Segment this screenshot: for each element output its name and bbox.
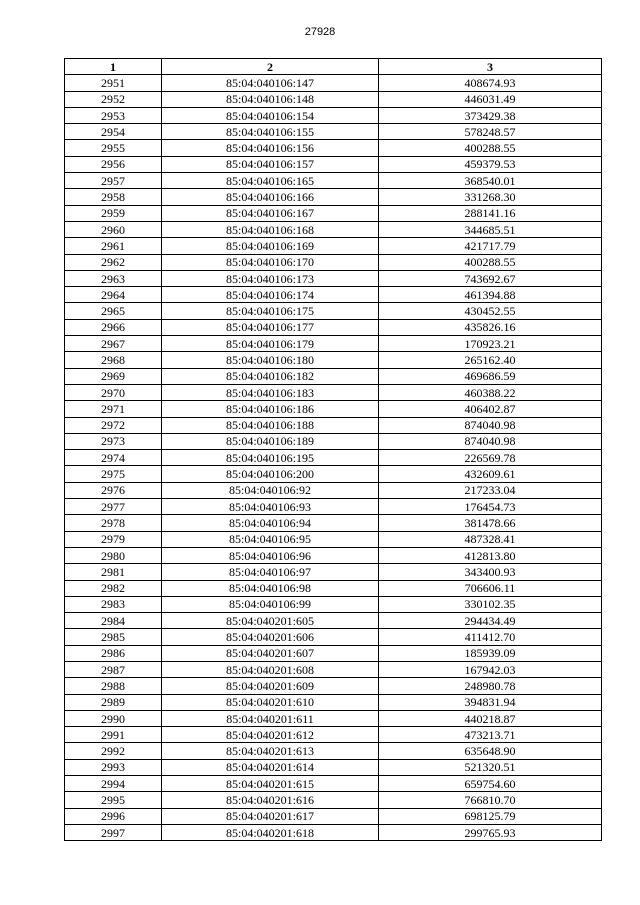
row-number-cell: 2979	[65, 531, 162, 547]
row-number-cell: 2969	[65, 368, 162, 384]
value-cell: 487328.41	[379, 531, 602, 547]
value-cell: 299765.93	[379, 824, 602, 840]
value-cell: 432609.61	[379, 466, 602, 482]
table-row	[65, 75, 602, 91]
value-cell: 408674.93	[379, 75, 602, 91]
cadastral-number-cell: 85:04:040106:170	[162, 254, 379, 270]
value-cell: 331268.30	[379, 189, 602, 205]
cadastral-number-cell: 85:04:040201:607	[162, 645, 379, 661]
table-row	[65, 319, 602, 335]
table-row	[65, 710, 602, 726]
cadastral-number-cell: 85:04:040201:608	[162, 661, 379, 677]
column-header-2: 2	[162, 59, 379, 75]
row-number-cell: 2987	[65, 661, 162, 677]
cadastral-number-cell: 85:04:040106:179	[162, 336, 379, 352]
cadastral-number-cell: 85:04:040106:169	[162, 238, 379, 254]
table-row	[65, 303, 602, 319]
row-number-cell: 2994	[65, 776, 162, 792]
table-row	[65, 596, 602, 612]
row-number-cell: 2960	[65, 221, 162, 237]
row-number-cell: 2992	[65, 743, 162, 759]
cadastral-number-cell: 85:04:040201:609	[162, 678, 379, 694]
table-row	[65, 515, 602, 531]
value-cell: 400288.55	[379, 254, 602, 270]
column-header-3: 3	[379, 59, 602, 75]
table-row	[65, 499, 602, 515]
row-number-cell: 2964	[65, 287, 162, 303]
value-cell: 344685.51	[379, 221, 602, 237]
value-cell: 874040.98	[379, 417, 602, 433]
cadastral-number-cell: 85:04:040106:147	[162, 75, 379, 91]
row-number-cell: 2995	[65, 792, 162, 808]
row-number-cell: 2986	[65, 645, 162, 661]
table-row	[65, 743, 602, 759]
cadastral-number-cell: 85:04:040106:183	[162, 384, 379, 400]
value-cell: 185939.09	[379, 645, 602, 661]
cadastral-number-cell: 85:04:040106:156	[162, 140, 379, 156]
table-row	[65, 678, 602, 694]
row-number-cell: 2980	[65, 547, 162, 563]
cadastral-number-cell: 85:04:040201:605	[162, 613, 379, 629]
table-row	[65, 694, 602, 710]
cadastral-number-cell: 85:04:040106:200	[162, 466, 379, 482]
row-number-cell: 2990	[65, 710, 162, 726]
value-cell: 226569.78	[379, 450, 602, 466]
cadastral-number-cell: 85:04:040106:189	[162, 433, 379, 449]
table-row	[65, 384, 602, 400]
cadastral-number-cell: 85:04:040106:186	[162, 401, 379, 417]
cadastral-number-cell: 85:04:040106:94	[162, 515, 379, 531]
table-row	[65, 824, 602, 840]
table-row	[65, 254, 602, 270]
row-number-cell: 2978	[65, 515, 162, 531]
table-row	[65, 205, 602, 221]
row-number-cell: 2957	[65, 173, 162, 189]
row-number-cell: 2966	[65, 319, 162, 335]
table-row	[65, 336, 602, 352]
cadastral-number-cell: 85:04:040106:175	[162, 303, 379, 319]
cadastral-number-cell: 85:04:040106:166	[162, 189, 379, 205]
row-number-cell: 2985	[65, 629, 162, 645]
cadastral-number-cell: 85:04:040106:177	[162, 319, 379, 335]
row-number-cell: 2981	[65, 564, 162, 580]
value-cell: 459379.53	[379, 156, 602, 172]
table-row	[65, 808, 602, 824]
row-number-cell: 2961	[65, 238, 162, 254]
cadastral-number-cell: 85:04:040201:610	[162, 694, 379, 710]
value-cell: 743692.67	[379, 270, 602, 286]
cadastral-number-cell: 85:04:040106:95	[162, 531, 379, 547]
value-cell: 343400.93	[379, 564, 602, 580]
cadastral-number-cell: 85:04:040201:617	[162, 808, 379, 824]
table-row	[65, 613, 602, 629]
value-cell: 368540.01	[379, 173, 602, 189]
row-number-cell: 2977	[65, 499, 162, 515]
cadastral-number-cell: 85:04:040106:165	[162, 173, 379, 189]
value-cell: 521320.51	[379, 759, 602, 775]
cadastral-number-cell: 85:04:040106:99	[162, 596, 379, 612]
cadastral-number-cell: 85:04:040106:180	[162, 352, 379, 368]
value-cell: 406402.87	[379, 401, 602, 417]
value-cell: 412813.80	[379, 547, 602, 563]
value-cell: 373429.38	[379, 107, 602, 123]
table-row	[65, 482, 602, 498]
value-cell: 469686.59	[379, 368, 602, 384]
row-number-cell: 2972	[65, 417, 162, 433]
table-row	[65, 645, 602, 661]
value-cell: 167942.03	[379, 661, 602, 677]
value-cell: 706606.11	[379, 580, 602, 596]
table-row	[65, 287, 602, 303]
row-number-cell: 2959	[65, 205, 162, 221]
table-row	[65, 727, 602, 743]
row-number-cell: 2983	[65, 596, 162, 612]
row-number-cell: 2954	[65, 124, 162, 140]
value-cell: 578248.57	[379, 124, 602, 140]
value-cell: 421717.79	[379, 238, 602, 254]
row-number-cell: 2955	[65, 140, 162, 156]
row-number-cell: 2997	[65, 824, 162, 840]
cadastral-number-cell: 85:04:040106:93	[162, 499, 379, 515]
cadastral-number-cell: 85:04:040201:612	[162, 727, 379, 743]
cadastral-number-cell: 85:04:040201:618	[162, 824, 379, 840]
cadastral-number-cell: 85:04:040106:167	[162, 205, 379, 221]
row-number-cell: 2953	[65, 107, 162, 123]
value-cell: 176454.73	[379, 499, 602, 515]
value-cell: 473213.71	[379, 727, 602, 743]
table-row	[65, 221, 602, 237]
row-number-cell: 2956	[65, 156, 162, 172]
row-number-cell: 2973	[65, 433, 162, 449]
cadastral-number-cell: 85:04:040106:155	[162, 124, 379, 140]
page-number: 27928	[304, 26, 336, 38]
row-number-cell: 2963	[65, 270, 162, 286]
row-number-cell: 2965	[65, 303, 162, 319]
cadastral-number-cell: 85:04:040106:168	[162, 221, 379, 237]
table-row	[65, 173, 602, 189]
column-header-1: 1	[65, 59, 162, 75]
table-row	[65, 107, 602, 123]
table-row	[65, 792, 602, 808]
cadastral-number-cell: 85:04:040106:154	[162, 107, 379, 123]
cadastral-number-cell: 85:04:040106:148	[162, 91, 379, 107]
table-body	[65, 75, 602, 841]
table-row	[65, 776, 602, 792]
table-row	[65, 466, 602, 482]
value-cell: 170923.21	[379, 336, 602, 352]
table-row	[65, 661, 602, 677]
row-number-cell: 2976	[65, 482, 162, 498]
table-row	[65, 238, 602, 254]
value-cell: 435826.16	[379, 319, 602, 335]
table-row	[65, 417, 602, 433]
value-cell: 411412.70	[379, 629, 602, 645]
value-cell: 400288.55	[379, 140, 602, 156]
table-row	[65, 450, 602, 466]
cadastral-number-cell: 85:04:040201:615	[162, 776, 379, 792]
row-number-cell: 2962	[65, 254, 162, 270]
row-number-cell: 2974	[65, 450, 162, 466]
value-cell: 381478.66	[379, 515, 602, 531]
table-row	[65, 368, 602, 384]
cadastral-number-cell: 85:04:040106:182	[162, 368, 379, 384]
cadastral-number-cell: 85:04:040201:613	[162, 743, 379, 759]
row-number-cell: 2984	[65, 613, 162, 629]
table-header-row	[65, 59, 602, 75]
value-cell: 265162.40	[379, 352, 602, 368]
row-number-cell: 2996	[65, 808, 162, 824]
cadastral-number-cell: 85:04:040106:92	[162, 482, 379, 498]
value-cell: 330102.35	[379, 596, 602, 612]
table-header	[65, 59, 602, 75]
row-number-cell: 2970	[65, 384, 162, 400]
cadastral-number-cell: 85:04:040201:606	[162, 629, 379, 645]
table-row	[65, 352, 602, 368]
row-number-cell: 2967	[65, 336, 162, 352]
value-cell: 217233.04	[379, 482, 602, 498]
cadastral-number-cell: 85:04:040106:195	[162, 450, 379, 466]
cadastral-number-cell: 85:04:040106:157	[162, 156, 379, 172]
table-row	[65, 759, 602, 775]
row-number-cell: 2951	[65, 75, 162, 91]
value-cell: 460388.22	[379, 384, 602, 400]
table-row	[65, 140, 602, 156]
value-cell: 288141.16	[379, 205, 602, 221]
row-number-cell: 2975	[65, 466, 162, 482]
cadastral-number-cell: 85:04:040106:98	[162, 580, 379, 596]
value-cell: 446031.49	[379, 91, 602, 107]
value-cell: 461394.88	[379, 287, 602, 303]
cadastral-number-cell: 85:04:040201:611	[162, 710, 379, 726]
row-number-cell: 2993	[65, 759, 162, 775]
table-row	[65, 580, 602, 596]
cadastral-number-cell: 85:04:040106:97	[162, 564, 379, 580]
value-cell: 430452.55	[379, 303, 602, 319]
table-row	[65, 401, 602, 417]
cadastral-number-cell: 85:04:040201:614	[162, 759, 379, 775]
value-cell: 698125.79	[379, 808, 602, 824]
cadastral-number-cell: 85:04:040106:173	[162, 270, 379, 286]
cadastral-number-cell: 85:04:040106:96	[162, 547, 379, 563]
value-cell: 248980.78	[379, 678, 602, 694]
table-row	[65, 531, 602, 547]
table-row	[65, 564, 602, 580]
value-cell: 440218.87	[379, 710, 602, 726]
table-row	[65, 91, 602, 107]
value-cell: 874040.98	[379, 433, 602, 449]
table-row	[65, 124, 602, 140]
row-number-cell: 2991	[65, 727, 162, 743]
row-number-cell: 2971	[65, 401, 162, 417]
row-number-cell: 2988	[65, 678, 162, 694]
table-row	[65, 156, 602, 172]
table-row	[65, 270, 602, 286]
table-row	[65, 433, 602, 449]
table-row	[65, 189, 602, 205]
row-number-cell: 2968	[65, 352, 162, 368]
row-number-cell: 2952	[65, 91, 162, 107]
data-table	[64, 58, 602, 841]
value-cell: 394831.94	[379, 694, 602, 710]
value-cell: 635648.90	[379, 743, 602, 759]
value-cell: 766810.70	[379, 792, 602, 808]
row-number-cell: 2958	[65, 189, 162, 205]
value-cell: 659754.60	[379, 776, 602, 792]
value-cell: 294434.49	[379, 613, 602, 629]
cadastral-number-cell: 85:04:040201:616	[162, 792, 379, 808]
cadastral-number-cell: 85:04:040106:188	[162, 417, 379, 433]
table-row	[65, 629, 602, 645]
row-number-cell: 2982	[65, 580, 162, 596]
row-number-cell: 2989	[65, 694, 162, 710]
table-row	[65, 547, 602, 563]
cadastral-number-cell: 85:04:040106:174	[162, 287, 379, 303]
